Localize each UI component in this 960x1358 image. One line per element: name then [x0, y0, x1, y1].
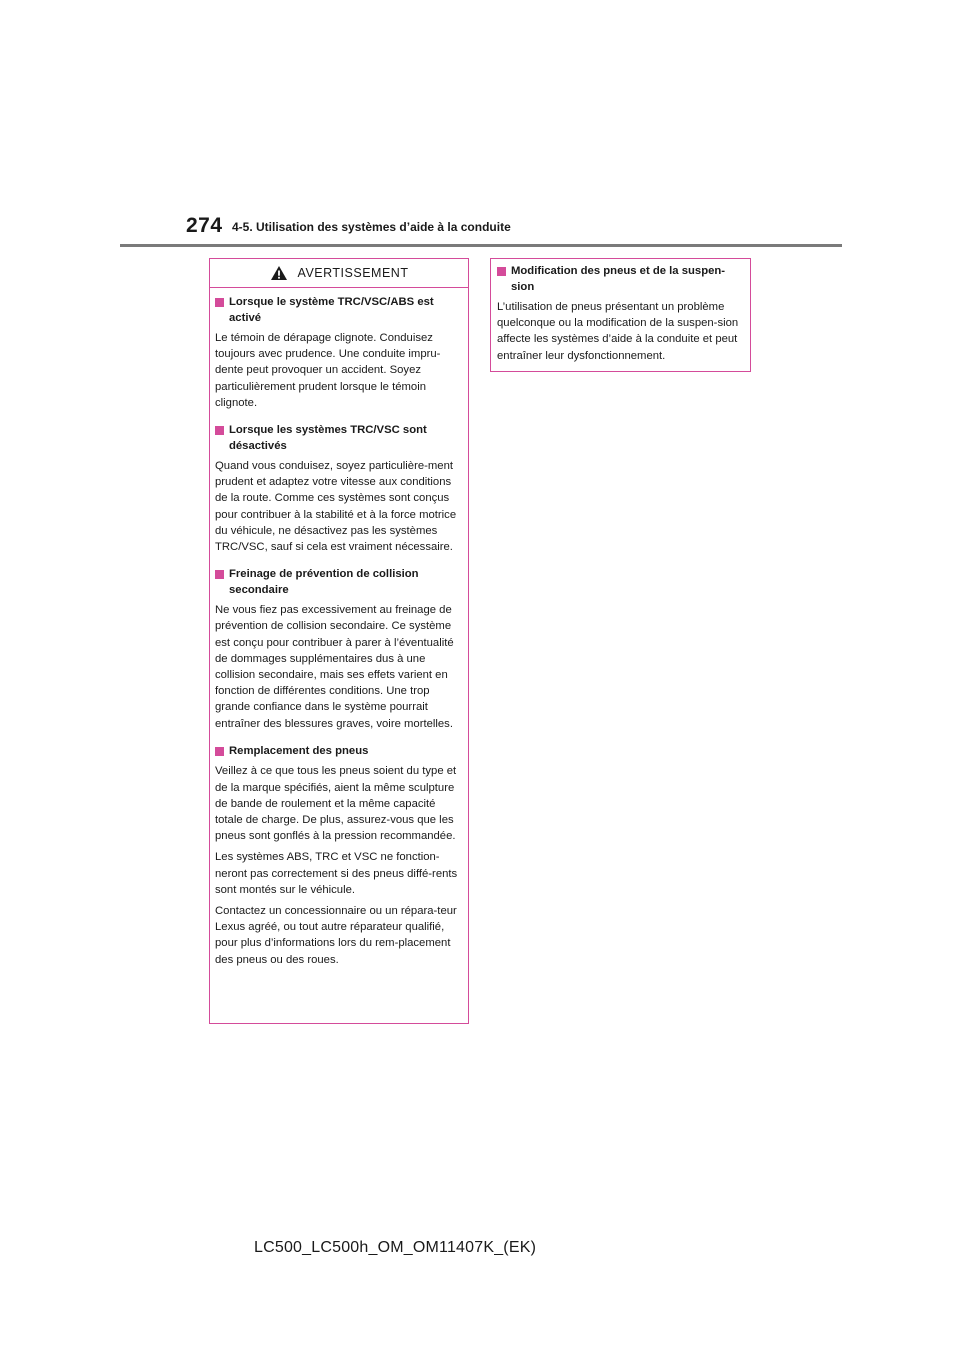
square-bullet-icon — [215, 747, 224, 756]
page-number: 274 — [186, 214, 223, 237]
note-box — [490, 258, 751, 372]
heading-text: Lorsque les systèmes TRC/VSC sont désactivés — [229, 424, 427, 452]
square-bullet-icon — [215, 570, 224, 579]
warning-box — [209, 258, 469, 1024]
heading-text: Freinage de prévention de collision secondaire — [229, 568, 419, 596]
footer-document-code: LC500_LC500h_OM_OM11407K_(EK) — [254, 1239, 537, 1256]
section-heading-tire-replacement — [215, 744, 463, 760]
section-heading-secondary-collision-brake — [215, 567, 463, 598]
paragraph: Le témoin de dérapage clignote. Conduisez toujours avec prudence. Une conduite impru-dente peut provoquer un accident. Soyez particulièrement prudent lorsque le témoin clignote. — [215, 332, 441, 409]
paragraph: L’utilisation de pneus présentant un problème quelconque ou la modification de la suspen-sion affecte les systèmes d’aide à la conduite et peut entraîner leur dysfonctionnement. — [497, 301, 739, 362]
square-bullet-icon — [215, 298, 224, 307]
warning-header — [210, 259, 468, 288]
warning-title: AVERTISSEMENT — [297, 266, 409, 280]
paragraph: Contactez un concessionnaire ou un répara-teur Lexus agréé, ou tout autre réparateur qualifié, pour plus d’informations lors du rem-placement des pneus ou des roues. — [215, 904, 457, 966]
square-bullet-icon — [215, 426, 224, 435]
note-heading — [497, 264, 744, 295]
heading-text: Remplacement des pneus — [229, 744, 369, 757]
warning-body — [210, 288, 468, 968]
paragraph: Les systèmes ABS, TRC et VSC ne fonction-neront pas correctement si des pneus diffé-rents sont montés sur le véhicule. — [215, 851, 458, 896]
section-heading-trc-vsc-off — [215, 423, 463, 454]
header-rule — [120, 244, 842, 247]
paragraph: Quand vous conduisez, soyez particulière-ment prudent et adaptez votre vitesse aux conditions de la route. Comme ces systèmes sont conçus pour contribuer à la stabilité et à la force motrice du véhicule, ne désactivez pas les systèmes TRC/VSC, sauf si cela est vraiment nécessaire. — [215, 460, 457, 554]
paragraph: Veillez à ce que tous les pneus soient du type et de la marque spécifiés, aient la même sculpture de bande de roulement et la même capacité totale de charge. De plus, assurez-vous que les pneus sont gonflés à la pression recommandée. — [215, 765, 457, 843]
paragraph: Ne vous fiez pas excessivement au freinage de prévention de collision secondaire. Ce système est conçu pour contribuer à parer à l’éventualité de dommages supplémentaires dus à une collision secondaire, mais ses effets varient en fonction de différentes conditions. Une trop grande confiance dans le système pourrait entraîner des blessures graves, voire mortelles. — [215, 604, 454, 730]
section-title: 4-5. Utilisation des systèmes d’aide à la conduite — [232, 220, 511, 234]
heading-text: Modification des pneus et de la suspen-sion — [511, 265, 726, 293]
warning-triangle-icon — [270, 265, 288, 281]
section-heading-trc-vsc-abs-active — [215, 295, 463, 326]
square-bullet-icon — [497, 267, 506, 276]
heading-text: Lorsque le système TRC/VSC/ABS est activé — [229, 296, 434, 324]
